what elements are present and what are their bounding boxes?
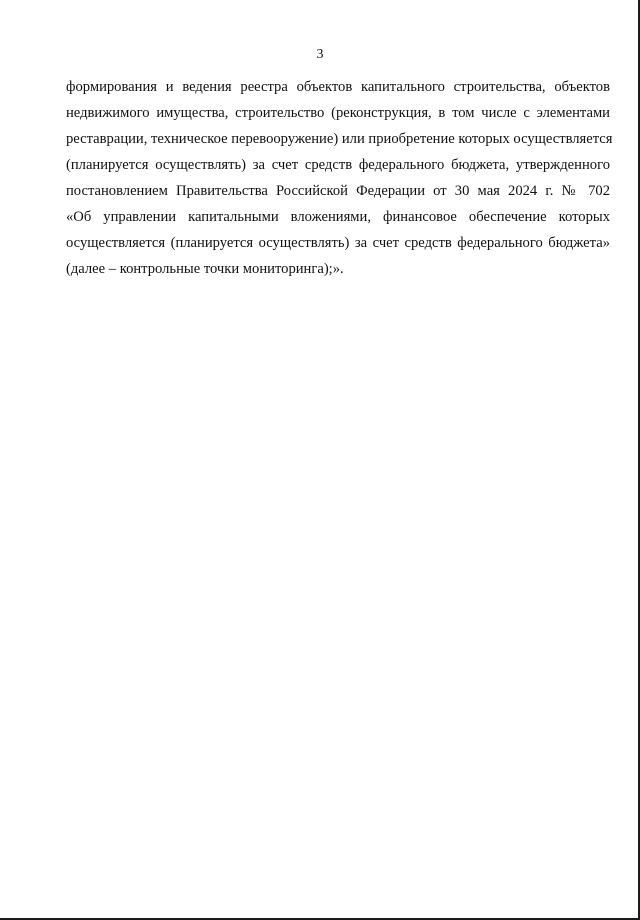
paragraph-line: «Об управлении капитальными вложениями, финансовое обеспечение которых — [66, 209, 610, 225]
paragraph-line: осуществляется (планируется осуществлять) за счет средств федерального бюджета» — [66, 235, 610, 251]
paragraph-line: реставрации, техническое перевооружение) или приобретение которых осуществляется — [66, 131, 613, 147]
paragraph-line: (планируется осуществлять) за счет средств федерального бюджета, утвержденного — [66, 157, 610, 173]
body-paragraph — [66, 74, 613, 282]
paragraph-line: недвижимого имущества, строительство (реконструкция, в том числе с элементами — [66, 105, 610, 121]
paragraph-line: формирования и ведения реестра объектов капитального строительства, объектов — [66, 79, 610, 95]
page-number: 3 — [316, 47, 324, 62]
paragraph-line: постановлением Правительства Российской Федерации от 30 мая 2024 г. № 702 — [66, 183, 610, 199]
paragraph-line: (далее – контрольные точки мониторинга);». — [66, 261, 344, 277]
